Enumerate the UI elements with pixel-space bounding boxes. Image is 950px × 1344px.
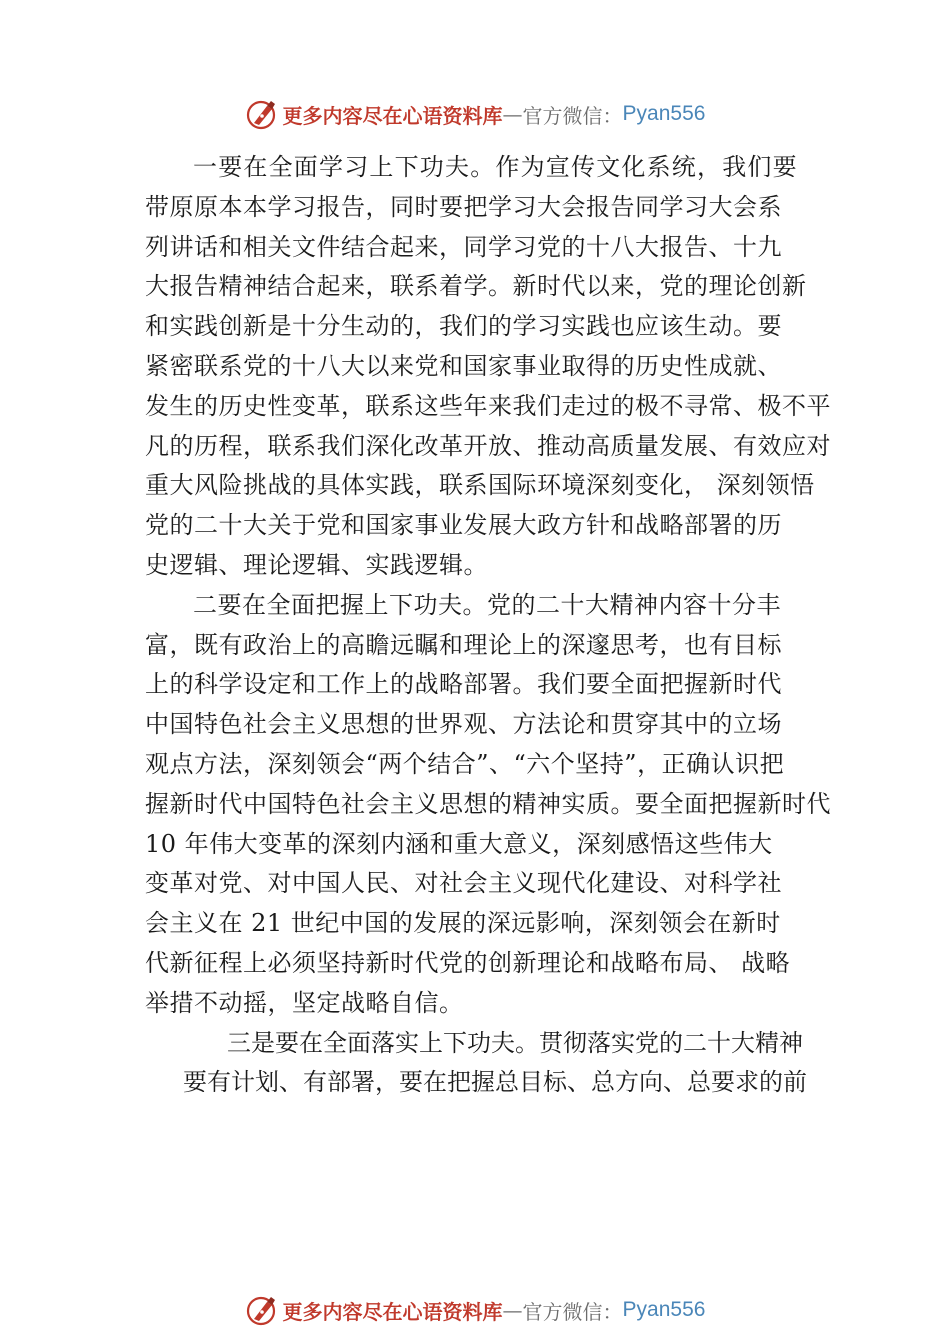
header-wechat-label: 官方微信： — [522, 103, 623, 128]
text-line: 会主义在 21 世纪中国的发展的深远影响，深刻领会在新时 — [145, 909, 781, 938]
text-line: 大报告精神结合起来，联系着学。新时代以来，党的理论创新 — [145, 272, 807, 301]
text-line: 10 年伟大变革的深刻内涵和重大意义，深刻感悟这些伟大 — [145, 829, 773, 858]
paragraph-2 — [145, 586, 845, 1024]
header-separator: — — [502, 102, 523, 126]
text-line: 重大风险挑战的具体实践，联系国际环境深刻变化， 深刻领悟 — [145, 471, 815, 500]
text-line: 二要在全面把握上下功夫。党的二十大精神内容十分丰 — [193, 590, 781, 619]
text-line: 三是要在全面落实上下功夫。贯彻落实党的二十大精神 — [227, 1028, 803, 1057]
text-line: 富，既有政治上的高瞻远瞩和理论上的深邃思考，也有目标 — [145, 630, 782, 659]
footer-separator: — — [502, 1298, 523, 1322]
text-line: 史逻辑、理论逻辑、实践逻辑。 — [145, 550, 488, 579]
text-line: 握新时代中国特色社会主义思想的精神实质。要全面把握新时代 — [145, 789, 831, 818]
text-line: 观点方法，深刻领会“两个结合”、“六个坚持”，正确认识把 — [145, 749, 785, 778]
text-line: 列讲话和相关文件结合起来，同学习党的十八大报告、十九 — [145, 232, 782, 261]
text-line: 上的科学设定和工作上的战略部署。我们要全面把握新时代 — [145, 670, 782, 699]
paragraph-1 — [145, 148, 845, 586]
text-line: 发生的历史性变革，联系这些年来我们走过的极不寻常、极不平 — [145, 391, 831, 420]
header-brand: 更多内容尽在心语资料库 — [282, 103, 503, 128]
header-watermark — [0, 94, 950, 134]
text-line: 举措不动摇，坚定战略自信。 — [145, 988, 464, 1017]
footer-text — [283, 1296, 706, 1325]
text-line: 要有计划、有部署，要在把握总目标、总方向、总要求的前 — [183, 1068, 807, 1097]
document-body — [145, 148, 845, 1103]
footer-wechat-label: 官方微信： — [522, 1299, 623, 1324]
paragraph-3 — [145, 1024, 845, 1104]
text-line: 党的二十大关于党和国家事业发展大政方针和战略部署的历 — [145, 511, 782, 540]
text-line: 一要在全面学习上下功夫。作为宣传文化系统，我们要 — [193, 153, 798, 181]
footer-watermark — [0, 1290, 950, 1330]
text-line: 紧密联系党的十八大以来党和国家事业取得的历史性成就、 — [145, 351, 782, 380]
text-line: 带原原本本学习报告，同时要把学习大会报告同学习大会系 — [145, 192, 782, 221]
header-text — [283, 100, 706, 129]
text-line: 中国特色社会主义思想的世界观、方法论和贯穿其中的立场 — [145, 710, 782, 739]
text-line: 凡的历程，联系我们深化改革开放、推动高质量发展、有效应对 — [145, 431, 831, 460]
footer-brand: 更多内容尽在心语资料库 — [282, 1299, 503, 1324]
text-line: 代新征程上必须坚持新时代党的创新理论和战略布局、 战略 — [145, 948, 791, 977]
footer-account: Pyan556 — [622, 1298, 706, 1321]
text-line: 变革对党、对中国人民、对社会主义现代化建设、对科学社 — [145, 869, 782, 898]
pen-nib-logo-icon — [245, 1293, 279, 1327]
header-account: Pyan556 — [622, 102, 706, 125]
pen-nib-logo-icon — [245, 97, 279, 131]
text-line: 和实践创新是十分生动的，我们的学习实践也应该生动。要 — [145, 312, 782, 341]
